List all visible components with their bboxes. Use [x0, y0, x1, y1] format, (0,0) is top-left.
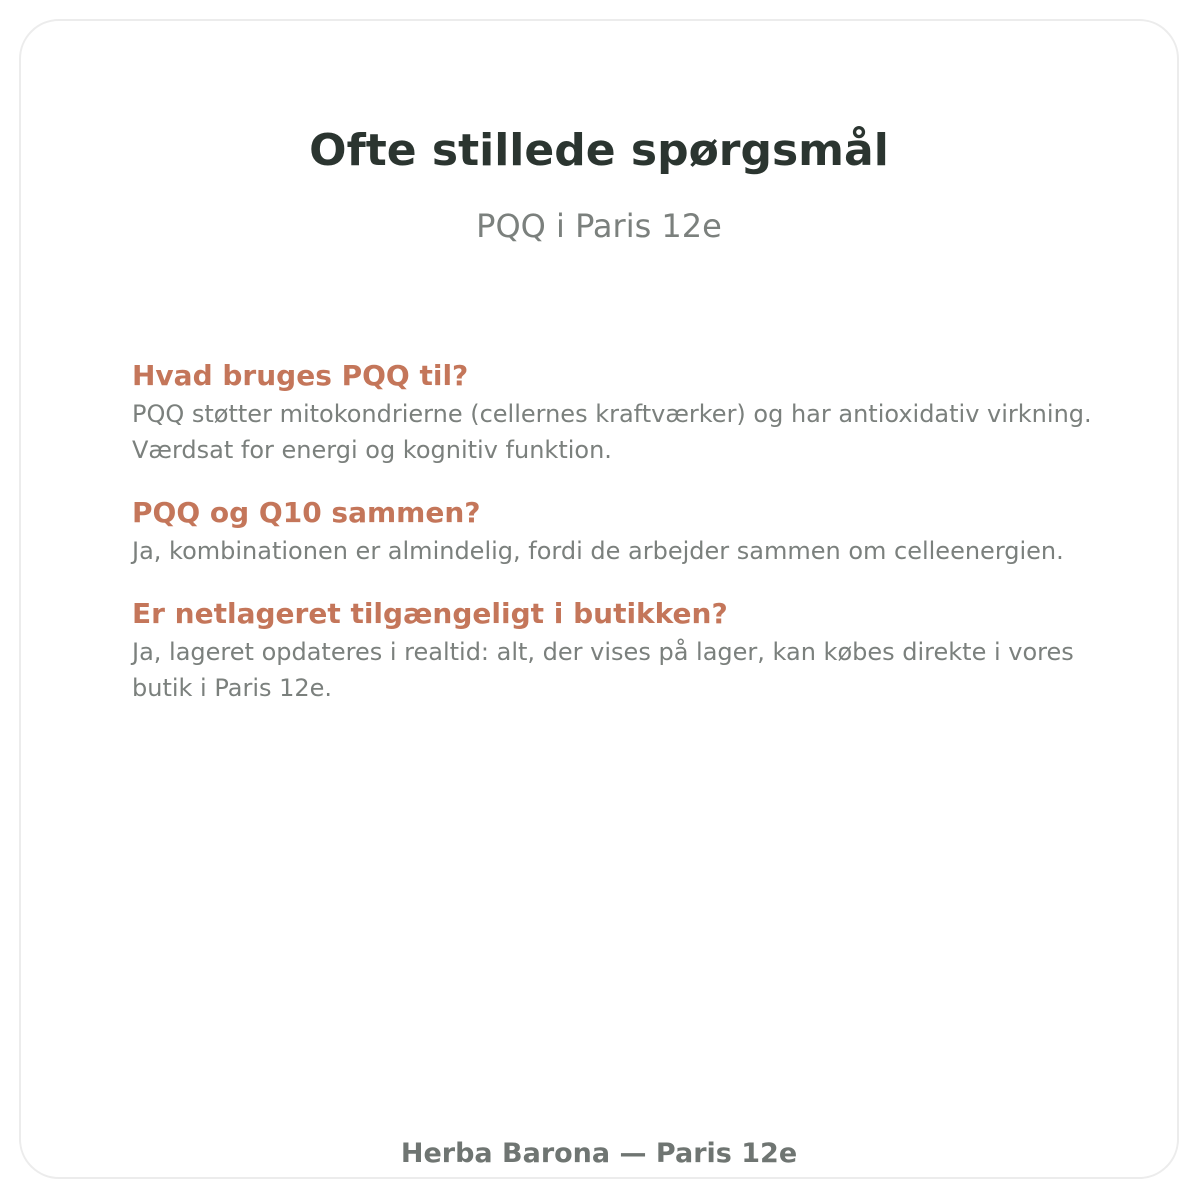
page-title: Ofte stillede spørgsmål: [309, 125, 889, 176]
faq-card: [19, 19, 1179, 1179]
footer-store-name: Herba Barona — Paris 12e: [400, 1138, 798, 1169]
faq-list: [132, 356, 1132, 731]
faq-item: [132, 493, 1132, 569]
faq-item: [132, 356, 1132, 468]
faq-question: PQQ og Q10 sammen?: [132, 496, 481, 529]
page-subtitle: PQQ i Paris 12e: [476, 207, 722, 245]
faq-answer: Ja, lageret opdateres i realtid: alt, der vises på lager, kan købes direkte i vores butik i Paris 12e.: [132, 638, 1074, 702]
faq-answer: PQQ støtter mitokondrierne (cellernes kraftværker) og har antioxidativ virkning. Værdsat for energi og kognitiv funktion.: [132, 400, 1092, 464]
faq-item: [132, 594, 1132, 706]
faq-question: Er netlageret tilgængeligt i butikken?: [132, 597, 728, 630]
faq-question: Hvad bruges PQQ til?: [132, 359, 469, 392]
faq-answer: Ja, kombinationen er almindelig, fordi de arbejder sammen om celleenergien.: [132, 537, 1064, 565]
